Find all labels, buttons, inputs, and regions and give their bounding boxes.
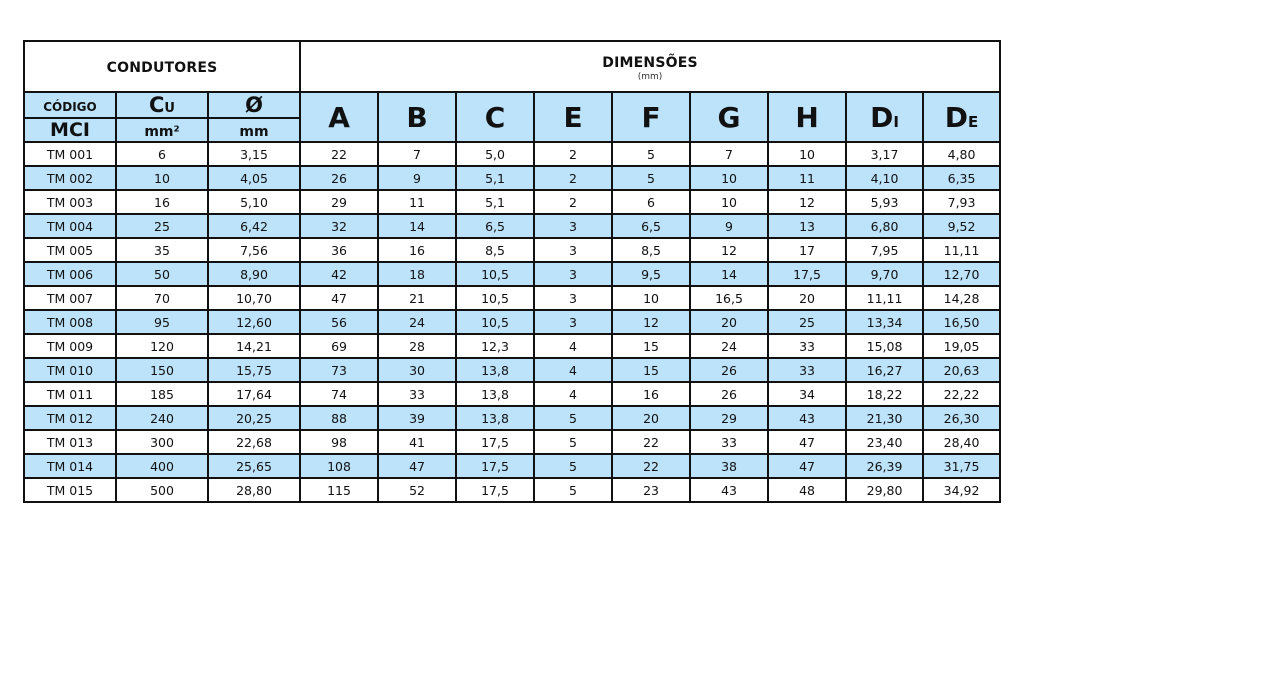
diameter-unit-header (208, 118, 300, 142)
value-cell: 4 (534, 358, 612, 382)
value-cell: 10,70 (208, 286, 300, 310)
value-cell: 38 (690, 454, 768, 478)
value-cell: 9,70 (846, 262, 923, 286)
value-cell: 47 (300, 286, 378, 310)
value-cell: 47 (768, 430, 846, 454)
value-cell: 2 (534, 142, 612, 166)
value-cell: 3 (534, 238, 612, 262)
value-cell: 36 (300, 238, 378, 262)
code-cell: TM 009 (24, 334, 116, 358)
value-cell: 240 (116, 406, 208, 430)
table-row (24, 310, 1000, 334)
value-cell: 115 (300, 478, 378, 502)
dimensions-table (23, 40, 1001, 503)
value-cell: 2 (534, 190, 612, 214)
diameter-unit-label: mm (239, 123, 269, 140)
value-cell: 43 (768, 406, 846, 430)
value-cell: 11 (768, 166, 846, 190)
value-cell: 34 (768, 382, 846, 406)
value-cell: 17,5 (456, 430, 534, 454)
table-row (24, 358, 1000, 382)
table-row (24, 238, 1000, 262)
code-cell: TM 015 (24, 478, 116, 502)
value-cell: 4 (534, 382, 612, 406)
value-cell: 6,42 (208, 214, 300, 238)
value-cell: 3 (534, 262, 612, 286)
value-cell: 4,05 (208, 166, 300, 190)
value-cell: 7 (378, 142, 456, 166)
value-cell: 39 (378, 406, 456, 430)
code-cell: TM 006 (24, 262, 116, 286)
value-cell: 23,40 (846, 430, 923, 454)
cu-header (116, 92, 208, 118)
value-cell: 8,90 (208, 262, 300, 286)
value-cell: 24 (690, 334, 768, 358)
value-cell: 10 (116, 166, 208, 190)
value-cell: 13,8 (456, 382, 534, 406)
value-cell: 15,08 (846, 334, 923, 358)
value-cell: 11 (378, 190, 456, 214)
code-cell: TM 002 (24, 166, 116, 190)
value-cell: 4 (534, 334, 612, 358)
code-cell: TM 003 (24, 190, 116, 214)
value-cell: 24 (378, 310, 456, 334)
value-cell: 14 (690, 262, 768, 286)
value-cell: 33 (690, 430, 768, 454)
value-cell: 25 (768, 310, 846, 334)
value-cell: 3,15 (208, 142, 300, 166)
value-cell: 25 (116, 214, 208, 238)
value-cell: 28 (378, 334, 456, 358)
value-cell: 17,64 (208, 382, 300, 406)
dimensoes-unit: (mm) (637, 71, 663, 82)
value-cell: 10,5 (456, 262, 534, 286)
dimensoes-header (300, 41, 1000, 92)
value-cell: 21,30 (846, 406, 923, 430)
value-cell: 95 (116, 310, 208, 334)
value-cell: 42 (300, 262, 378, 286)
codigo-header (24, 92, 116, 118)
code-cell: TM 010 (24, 358, 116, 382)
value-cell: 12,70 (923, 262, 1000, 286)
value-cell: 8,5 (612, 238, 690, 262)
cu-unit-header (116, 118, 208, 142)
code-cell: TM 014 (24, 454, 116, 478)
value-cell: 56 (300, 310, 378, 334)
cu-unit-label: mm² (144, 123, 180, 140)
value-cell: 5 (612, 142, 690, 166)
value-cell: 400 (116, 454, 208, 478)
value-cell: 16,5 (690, 286, 768, 310)
value-cell: 6 (116, 142, 208, 166)
value-cell: 10 (768, 142, 846, 166)
code-cell: TM 013 (24, 430, 116, 454)
value-cell: 88 (300, 406, 378, 430)
table-row (24, 142, 1000, 166)
value-cell: 6,5 (456, 214, 534, 238)
value-cell: 11,11 (923, 238, 1000, 262)
col-a-header: A (300, 92, 378, 142)
value-cell: 43 (690, 478, 768, 502)
value-cell: 25,65 (208, 454, 300, 478)
value-cell: 3,17 (846, 142, 923, 166)
value-cell: 5 (534, 478, 612, 502)
code-cell: TM 007 (24, 286, 116, 310)
value-cell: 10 (690, 190, 768, 214)
value-cell: 28,40 (923, 430, 1000, 454)
value-cell: 4,80 (923, 142, 1000, 166)
value-cell: 13,34 (846, 310, 923, 334)
value-cell: 16 (378, 238, 456, 262)
table-row (24, 214, 1000, 238)
table-row (24, 382, 1000, 406)
value-cell: 3 (534, 214, 612, 238)
codigo-label: CÓDIGO (43, 99, 97, 114)
col-c-header: C (456, 92, 534, 142)
value-cell: 5,1 (456, 166, 534, 190)
value-cell: 22 (300, 142, 378, 166)
value-cell: 13 (768, 214, 846, 238)
table-row (24, 190, 1000, 214)
value-cell: 19,05 (923, 334, 1000, 358)
value-cell: 8,5 (456, 238, 534, 262)
value-cell: 120 (116, 334, 208, 358)
value-cell: 11,11 (846, 286, 923, 310)
value-cell: 15 (612, 358, 690, 382)
value-cell: 70 (116, 286, 208, 310)
code-cell: TM 008 (24, 310, 116, 334)
value-cell: 21 (378, 286, 456, 310)
table-row (24, 262, 1000, 286)
value-cell: 20,25 (208, 406, 300, 430)
condutores-header (24, 41, 300, 92)
value-cell: 41 (378, 430, 456, 454)
value-cell: 33 (768, 334, 846, 358)
value-cell: 29 (300, 190, 378, 214)
value-cell: 47 (378, 454, 456, 478)
col-g-header: G (690, 92, 768, 142)
value-cell: 17,5 (768, 262, 846, 286)
value-cell: 13,8 (456, 358, 534, 382)
value-cell: 26,30 (923, 406, 1000, 430)
value-cell: 10 (612, 286, 690, 310)
table-row (24, 454, 1000, 478)
value-cell: 30 (378, 358, 456, 382)
value-cell: 3 (534, 286, 612, 310)
value-cell: 9,5 (612, 262, 690, 286)
value-cell: 14 (378, 214, 456, 238)
code-cell: TM 012 (24, 406, 116, 430)
value-cell: 29 (690, 406, 768, 430)
value-cell: 15 (612, 334, 690, 358)
value-cell: 7 (690, 142, 768, 166)
value-cell: 9 (690, 214, 768, 238)
mci-label: MCI (50, 119, 90, 141)
code-cell: TM 004 (24, 214, 116, 238)
value-cell: 5 (534, 430, 612, 454)
col-e-header: E (534, 92, 612, 142)
diameter-header (208, 92, 300, 118)
value-cell: 22 (612, 454, 690, 478)
value-cell: 47 (768, 454, 846, 478)
value-cell: 185 (116, 382, 208, 406)
value-cell: 14,21 (208, 334, 300, 358)
table-body (24, 142, 1000, 502)
value-cell: 28,80 (208, 478, 300, 502)
value-cell: 31,75 (923, 454, 1000, 478)
mci-header (24, 118, 116, 142)
value-cell: 22,68 (208, 430, 300, 454)
code-cell: TM 011 (24, 382, 116, 406)
col-b-header: B (378, 92, 456, 142)
value-cell: 7,93 (923, 190, 1000, 214)
value-cell: 13,8 (456, 406, 534, 430)
value-cell: 17 (768, 238, 846, 262)
code-cell: TM 005 (24, 238, 116, 262)
value-cell: 108 (300, 454, 378, 478)
value-cell: 33 (768, 358, 846, 382)
value-cell: 16 (612, 382, 690, 406)
value-cell: 5,10 (208, 190, 300, 214)
value-cell: 5,0 (456, 142, 534, 166)
value-cell: 20 (768, 286, 846, 310)
value-cell: 26,39 (846, 454, 923, 478)
col-de-header: DE (923, 92, 1000, 142)
value-cell: 9,52 (923, 214, 1000, 238)
value-cell: 5 (612, 166, 690, 190)
value-cell: 69 (300, 334, 378, 358)
table-row (24, 430, 1000, 454)
value-cell: 22,22 (923, 382, 1000, 406)
value-cell: 34,92 (923, 478, 1000, 502)
value-cell: 16,27 (846, 358, 923, 382)
dimensoes-label: DIMENSÕES (602, 54, 698, 71)
value-cell: 48 (768, 478, 846, 502)
value-cell: 300 (116, 430, 208, 454)
condutores-label: CONDUTORES (106, 60, 218, 76)
table-row (24, 334, 1000, 358)
diameter-label: Ø (245, 93, 263, 117)
value-cell: 18,22 (846, 382, 923, 406)
value-cell: 150 (116, 358, 208, 382)
value-cell: 15,75 (208, 358, 300, 382)
table-row (24, 478, 1000, 502)
value-cell: 6,35 (923, 166, 1000, 190)
value-cell: 12 (690, 238, 768, 262)
value-cell: 16,50 (923, 310, 1000, 334)
value-cell: 26 (690, 382, 768, 406)
col-h-header: H (768, 92, 846, 142)
col-f-header: F (612, 92, 690, 142)
table-row (24, 406, 1000, 430)
value-cell: 20 (612, 406, 690, 430)
value-cell: 6,5 (612, 214, 690, 238)
value-cell: 7,56 (208, 238, 300, 262)
value-cell: 5,93 (846, 190, 923, 214)
value-cell: 9 (378, 166, 456, 190)
value-cell: 5,1 (456, 190, 534, 214)
value-cell: 12,60 (208, 310, 300, 334)
cu-label: CU (149, 93, 175, 117)
value-cell: 23 (612, 478, 690, 502)
value-cell: 29,80 (846, 478, 923, 502)
col-di-header: DI (846, 92, 923, 142)
value-cell: 12,3 (456, 334, 534, 358)
value-cell: 17,5 (456, 478, 534, 502)
value-cell: 35 (116, 238, 208, 262)
value-cell: 2 (534, 166, 612, 190)
value-cell: 52 (378, 478, 456, 502)
table-row (24, 166, 1000, 190)
value-cell: 26 (300, 166, 378, 190)
value-cell: 4,10 (846, 166, 923, 190)
value-cell: 22 (612, 430, 690, 454)
value-cell: 18 (378, 262, 456, 286)
value-cell: 10 (690, 166, 768, 190)
value-cell: 20,63 (923, 358, 1000, 382)
code-cell: TM 001 (24, 142, 116, 166)
value-cell: 10,5 (456, 310, 534, 334)
value-cell: 6,80 (846, 214, 923, 238)
value-cell: 500 (116, 478, 208, 502)
value-cell: 73 (300, 358, 378, 382)
value-cell: 14,28 (923, 286, 1000, 310)
value-cell: 33 (378, 382, 456, 406)
value-cell: 17,5 (456, 454, 534, 478)
value-cell: 26 (690, 358, 768, 382)
value-cell: 16 (116, 190, 208, 214)
value-cell: 5 (534, 454, 612, 478)
value-cell: 12 (768, 190, 846, 214)
value-cell: 10,5 (456, 286, 534, 310)
value-cell: 98 (300, 430, 378, 454)
table-row (24, 286, 1000, 310)
value-cell: 6 (612, 190, 690, 214)
value-cell: 12 (612, 310, 690, 334)
value-cell: 3 (534, 310, 612, 334)
value-cell: 20 (690, 310, 768, 334)
value-cell: 74 (300, 382, 378, 406)
value-cell: 5 (534, 406, 612, 430)
value-cell: 32 (300, 214, 378, 238)
value-cell: 7,95 (846, 238, 923, 262)
value-cell: 50 (116, 262, 208, 286)
